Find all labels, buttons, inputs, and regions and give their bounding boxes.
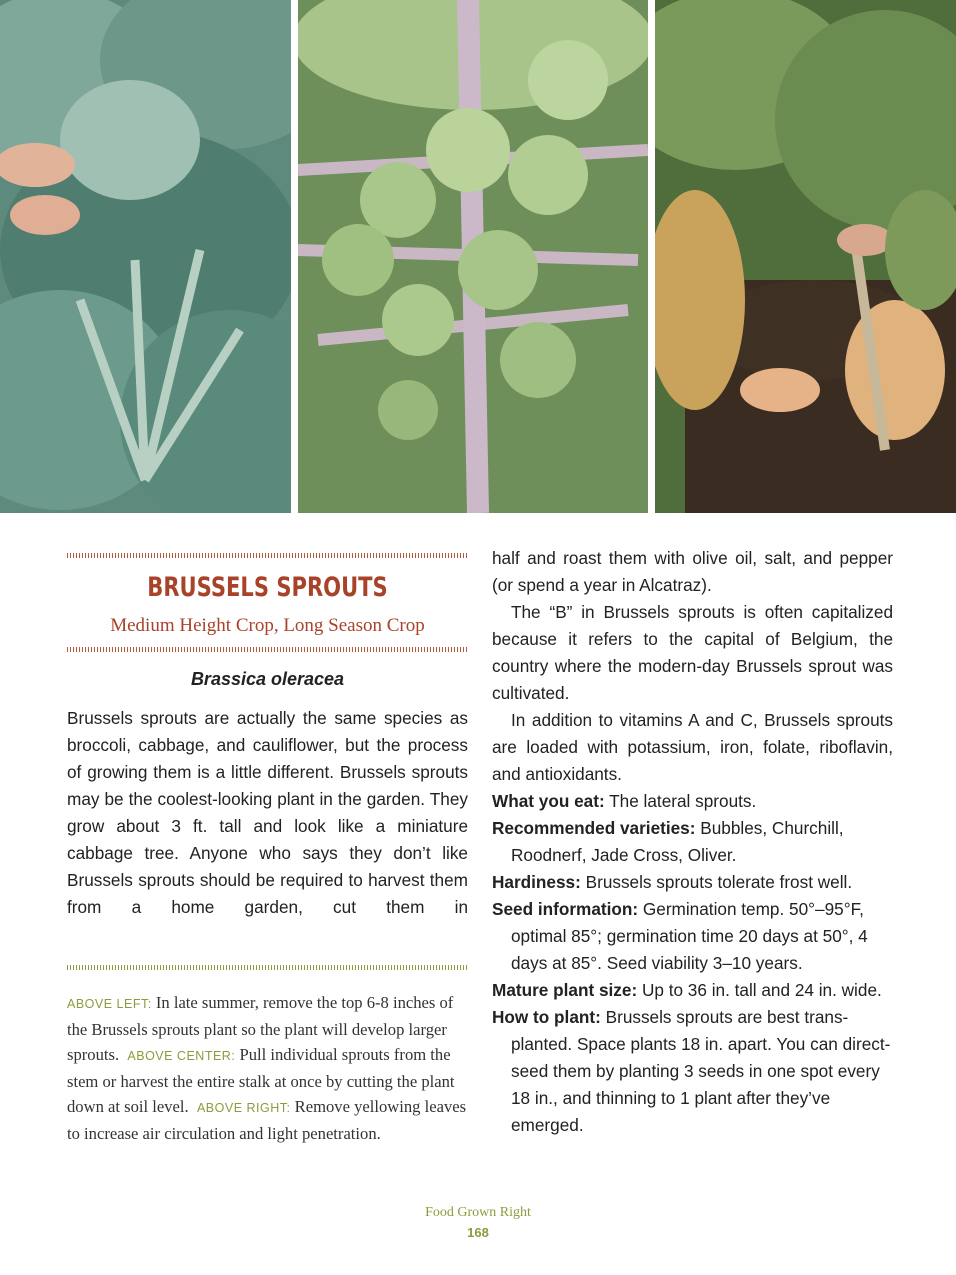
fact-text: Brussels sprouts tolerate frost well. <box>585 872 853 892</box>
fact-label: What you eat: <box>492 791 605 811</box>
fact-item <box>492 788 893 815</box>
fact-label: Recommended varieties: <box>492 818 696 838</box>
page-title: BRUSSELS SPROUTS <box>147 572 388 603</box>
fact-item <box>492 815 893 869</box>
fact-item <box>492 896 893 977</box>
continuation-paragraph: half and roast them with olive oil, salt, and pepper (or spend a year in Alcatraz). <box>492 548 893 595</box>
photo-sprout-stalk <box>298 0 648 513</box>
caption-right-label: ABOVE RIGHT: <box>196 1101 291 1115</box>
title-rule-bottom <box>67 647 468 652</box>
caption-right-text: Remove yellowing leaves to increase air circulation and light penetration. <box>67 1097 467 1143</box>
fact-text: The lateral sprouts. <box>609 791 757 811</box>
left-column <box>67 705 468 921</box>
caption-left-text: In late summer, remove the top 6-8 inches of the Brussels sprouts plant so the plant will develop larger sprouts. <box>67 993 454 1064</box>
fact-label: Seed information: <box>492 899 639 919</box>
photo-strip <box>0 0 956 513</box>
caption-left-label: ABOVE LEFT: <box>67 997 152 1011</box>
fact-text: Germination temp. 50°–95°F, optimal 85°; germination time 20 days at 50°, 4 days at 85°. Seed viability 3–10 years. <box>511 899 868 973</box>
photo-caption <box>67 990 468 1146</box>
intro-paragraph: Brussels sprouts are actually the same species as broccoli, cabbage, and cauliflower, but the process of growing them is a little different. Brussels sprouts may be the coolest-looking plant in the garden. They grow about 3 ft. tall and look like a miniature cabbage tree. Anyone who says they don’t like Brussels sprouts should be required to harvest them from a home garden, cut them in <box>67 708 468 917</box>
latin-name: Brassica oleracea <box>190 669 345 689</box>
fact-text: Bubbles, Churchill, Roodnerf, Jade Cross, Oliver. <box>511 818 844 865</box>
fact-item <box>492 1004 893 1139</box>
title-rule-top <box>67 553 468 558</box>
photo-topping-plant <box>0 0 291 513</box>
caption-center-label: ABOVE CENTER: <box>127 1049 236 1063</box>
fact-label: Hardiness: <box>492 872 581 892</box>
fact-text: Up to 36 in. tall and 24 in. wide. <box>641 980 882 1000</box>
book-title-footer: Food Grown Right <box>425 1205 531 1220</box>
caption-rule <box>67 965 468 970</box>
caption-center-text: Pull individual sprouts from the stem or harvest the entire stalk at once by cutting the plant down at soil level. <box>67 1045 455 1116</box>
belgium-paragraph: The “B” in Brussels sprouts is often capitalized because it refers to the capital of Belgium, the country where the modern-day Brussels sprout was cultivated. <box>492 602 893 703</box>
fact-item <box>492 977 893 1004</box>
page-number: 168 <box>467 1225 489 1240</box>
photo-yellowing-leaves <box>655 0 956 513</box>
fact-item <box>492 869 893 896</box>
fact-label: Mature plant size: <box>492 980 638 1000</box>
nutrition-paragraph: In addition to vitamins A and C, Brussels sprouts are loaded with potassium, iron, folate, riboflavin, and antioxidants. <box>492 710 893 784</box>
crop-subtitle: Medium Height Crop, Long Season Crop <box>110 615 425 636</box>
right-column <box>492 545 893 1139</box>
fact-label: How to plant: <box>492 1007 601 1027</box>
fact-text: Brussels sprouts are best transplanted. Space plants 18 in. apart. You can direct-seed them by planting 3 seeds in one spot every 18 in., and thinning to 1 plant after they’ve emerged. <box>511 1007 891 1135</box>
